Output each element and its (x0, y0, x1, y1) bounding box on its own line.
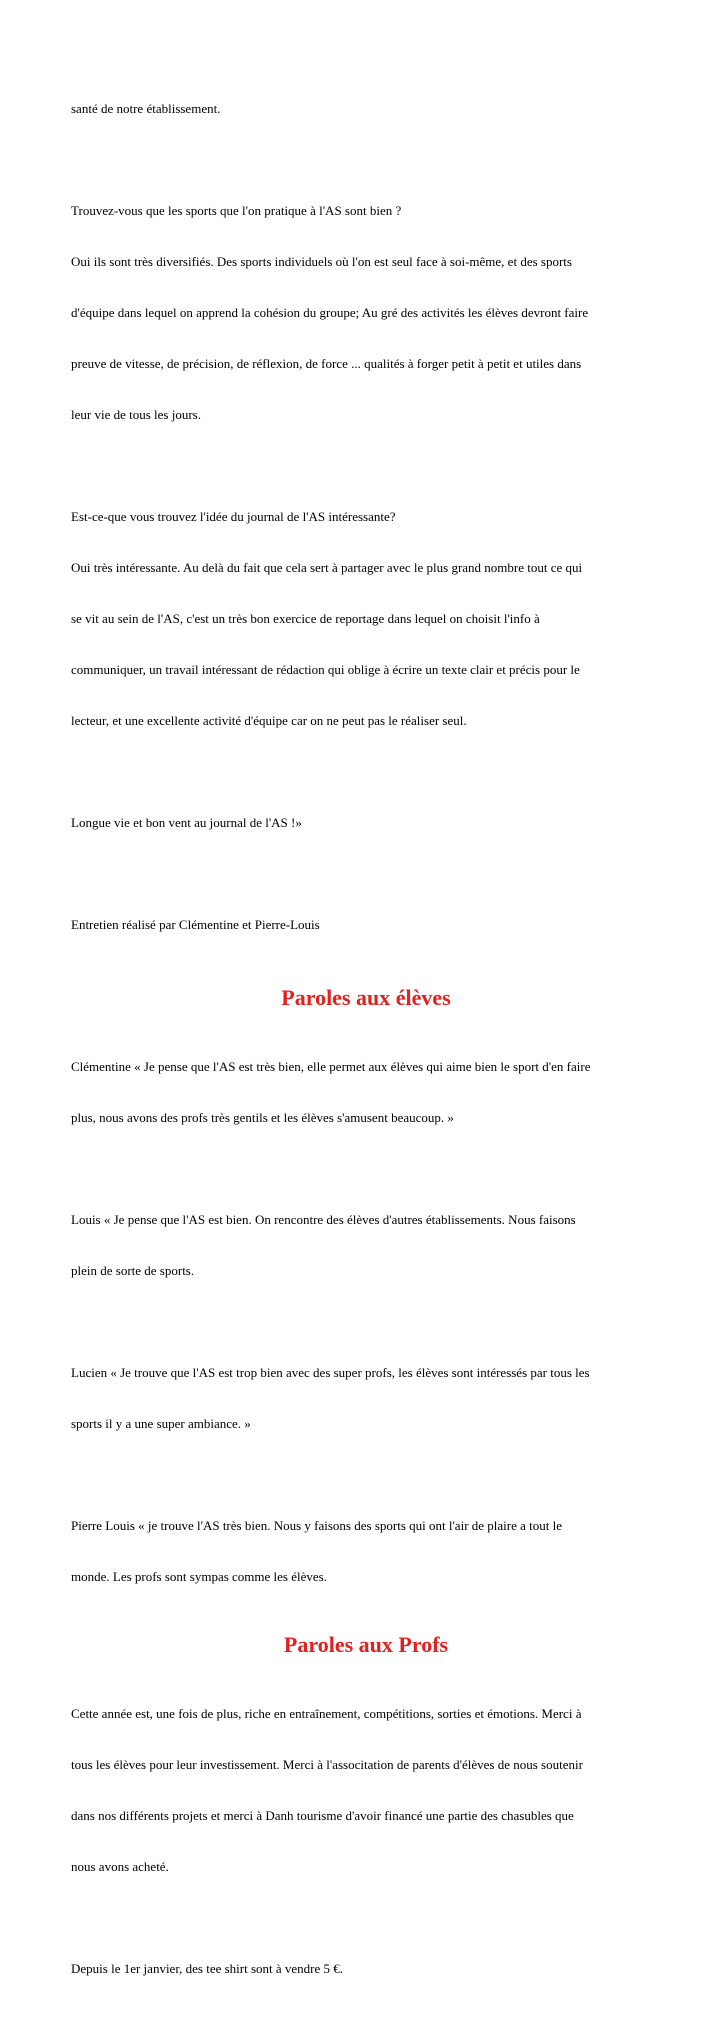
section-title-eleves: Paroles aux élèves (281, 985, 451, 1010)
question-answer-journal (71, 474, 661, 763)
text-line: tous les élèves pour leur investissement. Merci à l'associtation de parents d'élèves de nous soutenir (71, 1757, 583, 1772)
text-line: sports il y a une super ambiance. » (71, 1416, 251, 1431)
text-line: se vit au sein de l'AS, c'est un très bon exercice de reportage dans lequel on choisit l'info à (71, 611, 540, 626)
text-line: Cette année est, une fois de plus, riche en entraînement, compétitions, sorties et émotions. Merci à (71, 1706, 582, 1721)
student-quote (71, 1483, 661, 1619)
text-line: Entretien réalisé par Clémentine et Pierre-Louis (71, 917, 320, 932)
student-quote (71, 1330, 661, 1466)
text-line: d'équipe dans lequel on apprend la cohésion du groupe; Au gré des activités les élèves devront faire (71, 305, 589, 320)
student-quote (71, 1177, 661, 1313)
text-line: leur vie de tous les jours. (71, 407, 201, 422)
section-title-profs: Paroles aux Profs (283, 1632, 449, 1657)
text-line: preuve de vitesse, de précision, de réflexion, de force ... qualités à forger petit à petit et utiles dans (71, 356, 582, 371)
document-page (71, 66, 661, 2028)
text-line: Lucien « Je trouve que l'AS est trop bien avec des super profs, les élèves sont intéressés par tous les (71, 1365, 590, 1380)
student-quote (71, 1024, 661, 1160)
question-line: Trouvez-vous que les sports que l'on pratique à l'AS sont bien ? (71, 203, 402, 218)
text-line: Depuis le 1er janvier, des tee shirt sont à vendre 5 €. (71, 1961, 344, 1976)
text-line: Oui très intéressante. Au delà du fait que cela sert à partager avec le plus grand nombre tout ce qui (71, 560, 583, 575)
question-answer-sports (71, 168, 661, 457)
text-line: santé de notre établissement. (71, 101, 221, 116)
intro-continuation (71, 66, 661, 151)
tshirt-note (71, 1926, 661, 2011)
text-line: Louis « Je pense que l'AS est bien. On rencontre des élèves d'autres établissements. Nous faisons (71, 1212, 576, 1227)
text-line: monde. Les profs sont sympas comme les élèves. (71, 1569, 327, 1584)
closing-line (71, 780, 661, 865)
text-line: dans nos différents projets et merci à Danh tourisme d'avoir financé une partie des chasubles que (71, 1808, 574, 1823)
text-line: plein de sorte de sports. (71, 1263, 195, 1278)
question-line: Est-ce-que vous trouvez l'idée du journal de l'AS intéressante? (71, 509, 396, 524)
text-line: Longue vie et bon vent au journal de l'AS !» (71, 815, 302, 830)
text-line: Pierre Louis « je trouve l'AS très bien. Nous y faisons des sports qui ont l'air de plaire a tout le (71, 1518, 563, 1533)
interview-credit (71, 882, 661, 967)
text-line: Oui ils sont très diversifiés. Des sports individuels où l'on est seul face à soi-même, et des sports (71, 254, 572, 269)
text-line: plus, nous avons des profs très gentils et les élèves s'amusent beaucoup. » (71, 1110, 454, 1125)
text-line: lecteur, et une excellente activité d'équipe car on ne peut pas le réaliser seul. (71, 713, 467, 728)
text-line: nous avons acheté. (71, 1859, 169, 1874)
text-line: communiquer, un travail intéressant de rédaction qui oblige à écrire un texte clair et précis pour le (71, 662, 580, 677)
teachers-paragraph (71, 1671, 661, 1909)
text-line: Clémentine « Je pense que l'AS est très bien, elle permet aux élèves qui aime bien le sport d'en faire (71, 1059, 591, 1074)
